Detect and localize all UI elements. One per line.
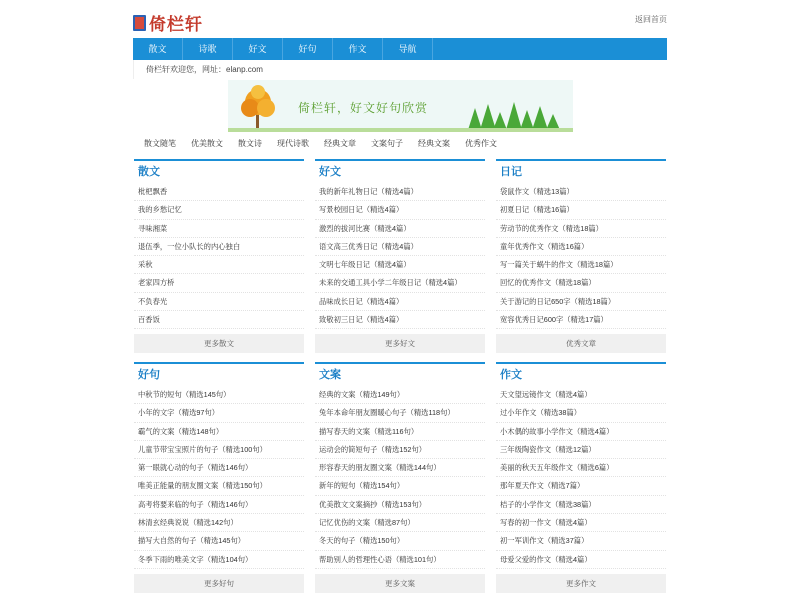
nav-item-sentences[interactable]: 好句 [283, 38, 333, 60]
list-item[interactable]: 新年的短句（精选154句） [315, 477, 485, 495]
list-item[interactable]: 百香饭 [134, 311, 304, 329]
list-item[interactable]: 初夏日记（精选16篇） [496, 201, 666, 219]
list-item[interactable]: 儿童节带宝宝照片的句子（精选100句） [134, 441, 304, 459]
list-item[interactable]: 我的新年礼物日记（精选4篇） [315, 183, 485, 201]
main-nav [133, 38, 667, 60]
section-title[interactable]: 文案 [319, 369, 341, 381]
list-item[interactable]: 三年级陶瓷作文（精选12篇） [496, 441, 666, 459]
list-item[interactable]: 优美散文文案摘抄（精选153句） [315, 496, 485, 514]
list-item[interactable]: 那年夏天作文（精选7篇） [496, 477, 666, 495]
section-essays [496, 362, 666, 593]
list-item[interactable]: 劳动节的优秀作文（精选18篇） [496, 220, 666, 238]
list-item[interactable]: 小木偶的故事小学作文（精选4篇） [496, 423, 666, 441]
banner-slogan: 倚栏轩，好文好句欣赏 [298, 101, 429, 115]
list-item[interactable]: 描写春天的文案（精选116句） [315, 423, 485, 441]
nav-item-directory[interactable]: 导航 [383, 38, 433, 60]
section-title[interactable]: 好文 [319, 166, 341, 178]
list-item[interactable]: 文明七年级日记（精选4篇） [315, 256, 485, 274]
section-diary [496, 159, 666, 353]
subnav-link[interactable]: 经典文案 [418, 139, 450, 148]
list-item[interactable]: 童年优秀作文（精选16篇） [496, 238, 666, 256]
list-item[interactable]: 宽容优秀日记600字（精选17篇） [496, 311, 666, 329]
welcome-text: 倚栏轩欢迎您，网址：elanp.com [133, 60, 667, 79]
list-item[interactable]: 描写大自然的句子（精选145句） [134, 532, 304, 550]
list-item[interactable]: 林清玄经典说说（精选142句） [134, 514, 304, 532]
more-button[interactable]: 更多文案 [315, 574, 485, 593]
more-button[interactable]: 更多作文 [496, 574, 666, 593]
section-prose [134, 159, 304, 353]
list-item[interactable]: 关于游记的日记650字（精选18篇） [496, 293, 666, 311]
subnav-link[interactable]: 优美散文 [191, 139, 223, 148]
section-title[interactable]: 作文 [500, 369, 522, 381]
nav-item-articles[interactable]: 好文 [233, 38, 283, 60]
list-item[interactable]: 兔年本命年朋友圈暖心句子（精选118句） [315, 404, 485, 422]
list-item[interactable]: 霸气的文案（精选148句） [134, 423, 304, 441]
list-item[interactable]: 第一眼就心动的句子（精选146句） [134, 459, 304, 477]
more-button[interactable]: 更多散文 [134, 334, 304, 353]
list-item[interactable]: 退伍季，一位小队长的内心独白 [134, 238, 304, 256]
list-item[interactable]: 小年的文字（精选97句） [134, 404, 304, 422]
list-item[interactable]: 致敬初三日记（精选4篇） [315, 311, 485, 329]
list-item[interactable]: 枇杷飘香 [134, 183, 304, 201]
section-sentences [134, 362, 304, 593]
list-item[interactable]: 经典的文案（精选149句） [315, 386, 485, 404]
list-item[interactable]: 高考将要来临的句子（精选146句） [134, 496, 304, 514]
list-item[interactable]: 冬季下雨的唯美文字（精选104句） [134, 551, 304, 569]
list-item[interactable]: 过小年作文（精选38篇） [496, 404, 666, 422]
list-item[interactable]: 写一篇关于蜗牛的作文（精选18篇） [496, 256, 666, 274]
list-item[interactable]: 天文望远镜作文（精选4篇） [496, 386, 666, 404]
banner[interactable] [228, 80, 573, 132]
list-item[interactable]: 形容春天的朋友圈文案（精选144句） [315, 459, 485, 477]
list-item[interactable]: 老家四方桥 [134, 274, 304, 292]
section-title[interactable]: 日记 [500, 166, 522, 178]
section-copywriting [315, 362, 485, 593]
list-item[interactable]: 品味成长日记（精选4篇） [315, 293, 485, 311]
list-item[interactable]: 寻味湘菜 [134, 220, 304, 238]
list-item[interactable]: 初一军训作文（精选37篇） [496, 532, 666, 550]
list-item[interactable]: 桔子的小学作文（精选38篇） [496, 496, 666, 514]
book-icon [133, 15, 146, 31]
home-link[interactable]: 返回首页 [635, 15, 667, 24]
list-item[interactable]: 回忆的优秀作文（精选18篇） [496, 274, 666, 292]
subnav-link[interactable]: 优秀作文 [465, 139, 497, 148]
list-item[interactable]: 激烈的拔河比赛（精选4篇） [315, 220, 485, 238]
section-title[interactable]: 散文 [138, 166, 160, 178]
header [133, 0, 667, 38]
list-item[interactable]: 我的乡愁记忆 [134, 201, 304, 219]
list-item[interactable]: 采秋 [134, 256, 304, 274]
nav-item-poetry[interactable]: 诗歌 [183, 38, 233, 60]
list-item[interactable]: 写景校园日记（精选4篇） [315, 201, 485, 219]
list-item[interactable]: 未来的交通工具小学二年级日记（精选4篇） [315, 274, 485, 292]
list-item[interactable]: 运动会的简短句子（精选152句） [315, 441, 485, 459]
more-button[interactable]: 更多好文 [315, 334, 485, 353]
section-articles [315, 159, 485, 353]
subnav-link[interactable]: 散文诗 [238, 139, 262, 148]
nav-item-prose[interactable]: 散文 [133, 38, 183, 60]
list-item[interactable]: 中秋节的短句（精选145句） [134, 386, 304, 404]
section-title[interactable]: 好句 [138, 369, 160, 381]
page [133, 0, 667, 79]
list-item[interactable]: 母爱父爱的作文（精选4篇） [496, 551, 666, 569]
subnav-link[interactable]: 经典文章 [324, 139, 356, 148]
list-item[interactable]: 写春的初一作文（精选4篇） [496, 514, 666, 532]
subnav-link[interactable]: 文案句子 [371, 139, 403, 148]
subnav-link[interactable]: 现代诗歌 [277, 139, 309, 148]
list-item[interactable]: 冬天的句子（精选150句） [315, 532, 485, 550]
list-item[interactable]: 美丽的秋天五年级作文（精选6篇） [496, 459, 666, 477]
list-item[interactable]: 袋鼠作文（精选13篇） [496, 183, 666, 201]
list-item[interactable]: 记忆优伤的文案（精选87句） [315, 514, 485, 532]
list-item[interactable]: 唯美正能量的朋友圈文案（精选150句） [134, 477, 304, 495]
list-item[interactable]: 语文高三优秀日记（精选4篇） [315, 238, 485, 256]
nav-item-essays[interactable]: 作文 [333, 38, 383, 60]
more-button[interactable]: 更多好句 [134, 574, 304, 593]
list-item[interactable]: 不负春光 [134, 293, 304, 311]
logo-text: 倚栏轩 [149, 15, 203, 35]
list-item[interactable]: 帮助别人的哲理性心语（精选101句） [315, 551, 485, 569]
sub-nav [133, 138, 667, 149]
more-button[interactable]: 优秀文章 [496, 334, 666, 353]
site-logo[interactable] [133, 10, 203, 35]
subnav-link[interactable]: 散文随笔 [144, 139, 176, 148]
